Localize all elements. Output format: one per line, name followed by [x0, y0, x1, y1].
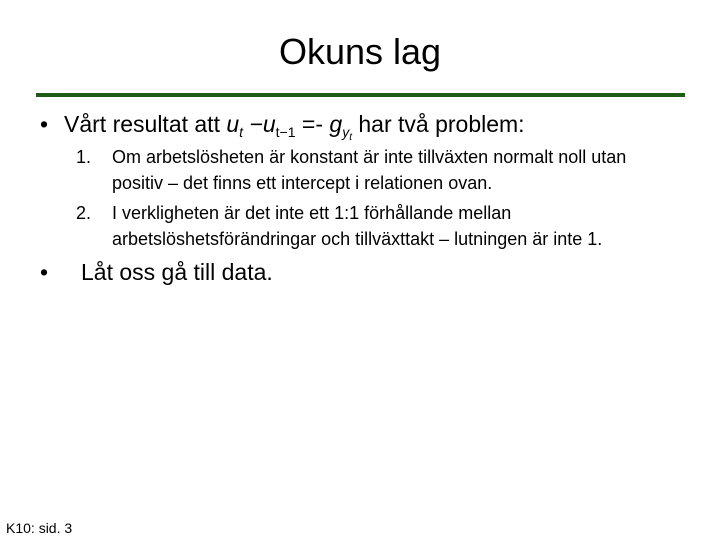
item-number: 2.	[76, 203, 92, 223]
formula-subscript-y	[342, 124, 352, 143]
formula-subscript-t: t	[239, 124, 244, 140]
okun-formula	[226, 111, 352, 143]
bullet-text: Låt oss gå till data.	[81, 259, 273, 285]
item-text: Om arbetslösheten är konstant är inte tillväxten normalt noll utan positiv – det finns ett intercept i relationen ovan.	[112, 147, 627, 193]
bullet-icon: •	[40, 259, 49, 285]
formula-u: u	[226, 111, 240, 137]
item-number: 1.	[76, 147, 92, 167]
formula-equals: =-	[295, 111, 330, 137]
formula-g: g	[329, 111, 343, 137]
slide-title: Okuns lag	[278, 31, 442, 72]
formula-y: y	[342, 124, 350, 140]
bullet-suffix: har två problem:	[351, 111, 525, 137]
formula-subscript-t-minus-1: t−1	[275, 124, 296, 140]
slide-footer: K10: sid. 3	[6, 520, 73, 536]
item-text: I verkligheten är det inte ett 1:1 förhållande mellan arbetslöshetsförändringar och tillväxttakt – lutningen är inte 1.	[112, 203, 603, 249]
bullet-icon: •	[40, 111, 49, 137]
title-divider	[36, 93, 685, 97]
formula-u-prev: u	[262, 111, 276, 137]
formula-subscript-yt: t	[349, 132, 352, 143]
formula-minus: −	[243, 111, 263, 137]
bullet-prefix: Vårt resultat att	[64, 111, 227, 137]
